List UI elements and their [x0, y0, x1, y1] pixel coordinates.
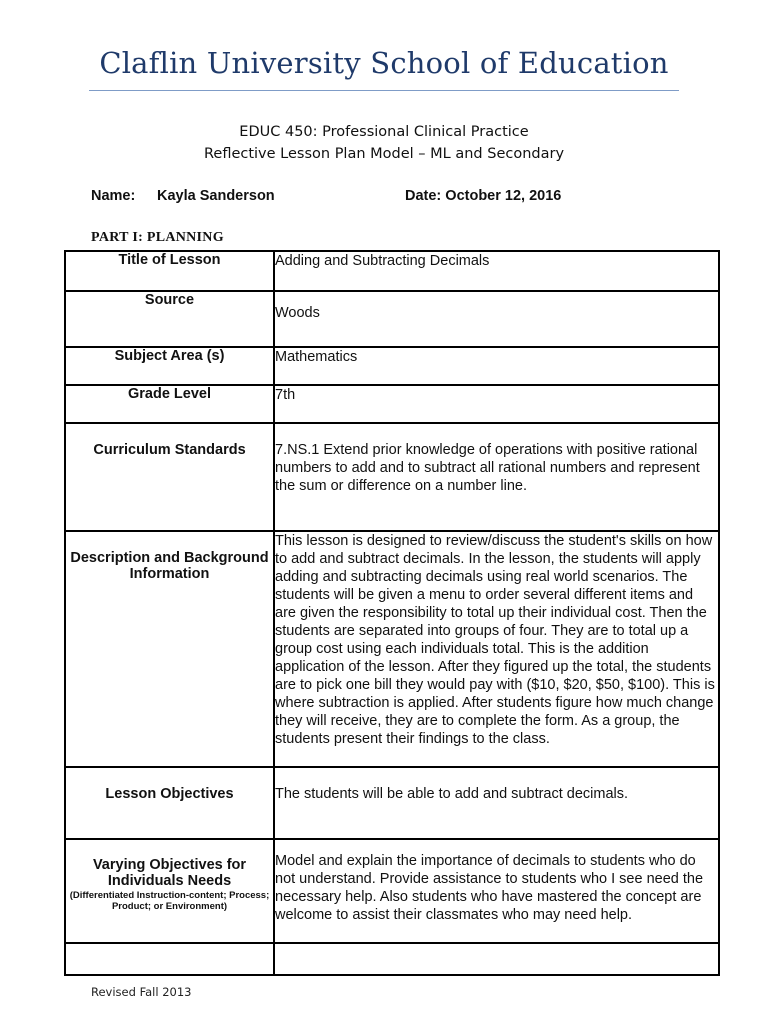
subject-value: Mathematics [274, 347, 719, 385]
source-value: Woods [274, 291, 719, 347]
varying-label: Varying Objectives for Individuals Needs [92, 857, 247, 889]
table-row [65, 291, 719, 347]
table-row [65, 943, 719, 975]
varying-sublabel: (Differentiated Instruction-content; Process; Product; or Environment) [69, 890, 270, 912]
title-label: Title of Lesson [65, 251, 274, 291]
objectives-value: The students will be able to add and subtract decimals. [274, 767, 719, 839]
table-row [65, 531, 719, 767]
name-label: Name: [91, 188, 136, 204]
table-row [65, 347, 719, 385]
table-row [65, 251, 719, 291]
planning-table [64, 250, 720, 976]
empty-value-cell [274, 943, 719, 975]
description-label: Description and Background Information [65, 531, 274, 767]
objectives-label: Lesson Objectives [65, 767, 274, 839]
subject-label: Subject Area (s) [65, 347, 274, 385]
part-heading: PART I: PLANNING [91, 230, 224, 245]
standards-label: Curriculum Standards [65, 423, 274, 531]
title-value: Adding and Subtracting Decimals [274, 251, 719, 291]
table-row [65, 767, 719, 839]
lesson-plan-model-title: Reflective Lesson Plan Model – ML and Secondary [203, 146, 565, 162]
table-row [65, 839, 719, 943]
table-row [65, 385, 719, 423]
title-divider [89, 90, 679, 91]
source-label: Source [65, 291, 274, 347]
table-row [65, 423, 719, 531]
name-value: Kayla Sanderson [157, 188, 275, 204]
course-title: EDUC 450: Professional Clinical Practice [239, 124, 529, 140]
page-title: Claflin University School of Education [99, 46, 669, 80]
date-field: Date: October 12, 2016 [405, 188, 562, 204]
description-value: This lesson is designed to review/discuss the student's skills on how to add and subtract decimals. In the lesson, the students will apply adding and subtracting decimals using real world scenarios. The students will be given a menu to order several different items and are given the responsibility to total up their individual cost. Then the students are separated into groups of four. They are to total up a group cost using each individuals total. This is the addition application of the lesson. After they figured up the total, the students are to pick one bill they would pay with ($10, $20, $50, $100). This is where subtraction is applied. After students figure how much change they will receive, they are to complete the form. As a group, the students present their findings to the class. [274, 531, 719, 767]
grade-value: 7th [274, 385, 719, 423]
revision-footer: Revised Fall 2013 [91, 985, 192, 999]
varying-value: Model and explain the importance of decimals to students who do not understand. Provide assistance to students who I see need the necessary help. Also students who have mastered the concept are welcome to assist their classmates who may need help. [274, 839, 719, 943]
standards-value: 7.NS.1 Extend prior knowledge of operations with positive rational numbers to add and to subtract all rational numbers and represent the sum or difference on a number line. [274, 423, 719, 531]
grade-label: Grade Level [65, 385, 274, 423]
empty-label-cell [65, 943, 274, 975]
varying-label-cell [65, 839, 274, 943]
